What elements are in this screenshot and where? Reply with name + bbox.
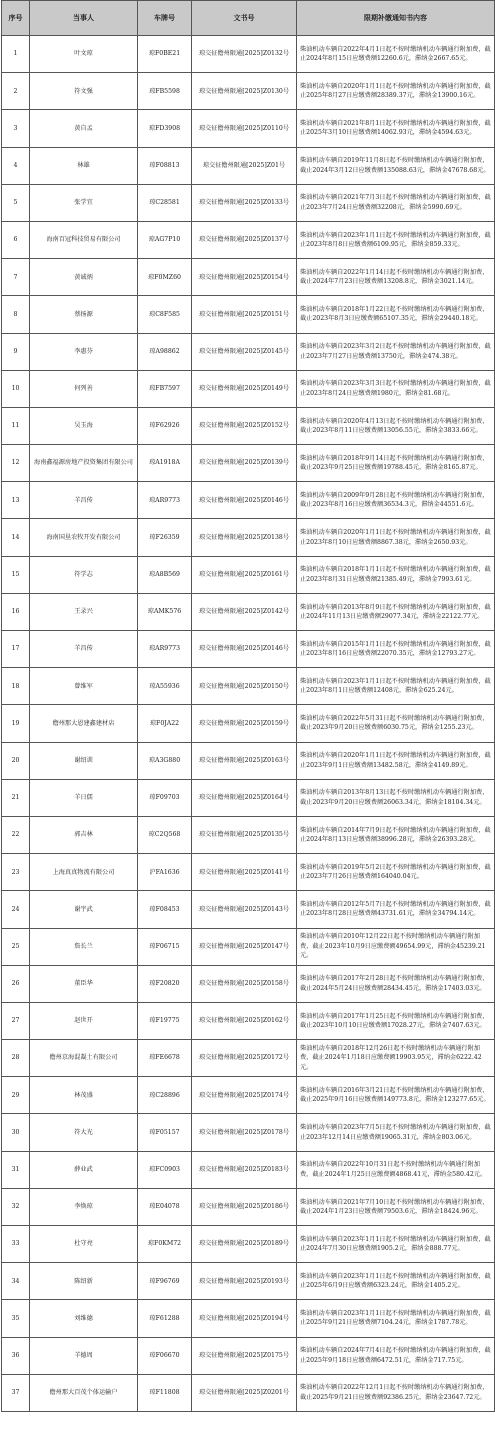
table-row <box>2 965 495 1002</box>
cell-content: 柴油机动车辆自2023年1月1日起不按时缴纳机动车辆通行附加费，截止2023年8月1日应缴费额12408元，滞纳金625.24元。 <box>297 668 495 705</box>
cell-doc-no: 琼交征儋州限通[2025]Z0143号 <box>192 891 297 928</box>
table-row <box>2 147 495 184</box>
cell-index: 27 <box>2 1002 30 1039</box>
cell-index: 31 <box>2 1151 30 1188</box>
cell-party: 符大光 <box>30 1114 138 1151</box>
cell-plate: 琼F0KM72 <box>138 1226 192 1263</box>
table-row <box>2 816 495 853</box>
cell-index: 33 <box>2 1226 30 1263</box>
cell-doc-no: 琼交征儋州限通[2025]Z0146号 <box>192 482 297 519</box>
cell-plate: 琼FE6678 <box>138 1040 192 1077</box>
table-row <box>2 296 495 333</box>
cell-plate: 琼FC0903 <box>138 1151 192 1188</box>
cell-index: 3 <box>2 110 30 147</box>
cell-content: 柴油机动车辆自2019年11月8日起不按时缴纳机动车辆通行附加费，截止2024年3月12日应缴费额135088.63元，滞纳金47678.68元。 <box>297 147 495 184</box>
table-row <box>2 110 495 147</box>
header-plate: 车牌号 <box>138 1 192 36</box>
cell-index: 1 <box>2 36 30 73</box>
cell-index: 32 <box>2 1188 30 1225</box>
table-row <box>2 1002 495 1039</box>
cell-index: 13 <box>2 482 30 519</box>
cell-index: 15 <box>2 556 30 593</box>
cell-party: 林雄 <box>30 147 138 184</box>
table-row <box>2 742 495 779</box>
cell-content: 柴油机动车辆自2010年12月22日起不按时缴纳机动车辆通行附加费，截止2023年10月9日应缴费额49654.99元，滞纳金45239.21元。 <box>297 928 495 965</box>
cell-party: 陈绍新 <box>30 1263 138 1300</box>
cell-index: 36 <box>2 1337 30 1374</box>
cell-content: 柴油机动车辆自2021年7月10日起不按时缴纳机动车辆通行附加费，截止2024年1月23日应缴费额79503.6元，滞纳金18424.96元。 <box>297 1188 495 1225</box>
cell-index: 22 <box>2 816 30 853</box>
cell-index: 7 <box>2 259 30 296</box>
table-row <box>2 1374 495 1411</box>
cell-plate: 琼F11808 <box>138 1374 192 1411</box>
cell-content: 柴油机动车辆自2018年1月1日起不按时缴纳机动车辆通行附加费，截止2023年8月31日应缴费额21385.49元，滞纳金7993.61元。 <box>297 556 495 593</box>
cell-index: 4 <box>2 147 30 184</box>
cell-doc-no: 琼交征儋州限通[2025]Z0186号 <box>192 1188 297 1225</box>
cell-plate: 琼A98862 <box>138 333 192 370</box>
cell-doc-no: 琼交征儋州限通[2025]Z0147号 <box>192 928 297 965</box>
table-row <box>2 779 495 816</box>
cell-content: 柴油机动车辆自2015年1月1日起不按时缴纳机动车辆通行附加费，截止2023年8月16日应缴费额22070.35元，滞纳金12793.27元。 <box>297 631 495 668</box>
cell-doc-no: 琼交征儋州限通[2025]Z0139号 <box>192 445 297 482</box>
cell-plate: 琼C2Q568 <box>138 816 192 853</box>
table-row <box>2 221 495 258</box>
cell-content: 柴油机动车辆自2020年1月1日起不按时缴纳机动车辆通行附加费，截止2023年8月10日应缴费额8867.38元，滞纳金2650.93元。 <box>297 519 495 556</box>
cell-plate: 琼F06715 <box>138 928 192 965</box>
cell-content: 柴油机动车辆自2014年7月9日起不按时缴纳机动车辆通行附加费，截止2024年8月13日应缴费额38996.28元，滞纳金26393.28元。 <box>297 816 495 853</box>
table-row <box>2 556 495 593</box>
cell-party: 儋州那大百茂个体运输户 <box>30 1374 138 1411</box>
cell-plate: 琼F05157 <box>138 1114 192 1151</box>
cell-party: 儋州那大恩建鑫建材店 <box>30 705 138 742</box>
cell-content: 柴油机动车辆自2023年1月1日起不按时缴纳机动车辆通行附加费，截止2024年7月30日应缴费额1905.2元，滞纳金888.77元。 <box>297 1226 495 1263</box>
cell-content: 柴油机动车辆自2023年1月1日起不按时缴纳机动车辆通行附加费，截止2025年6月9日应缴费额6323.24元，滞纳金1405.2元。 <box>297 1263 495 1300</box>
cell-doc-no: 琼交征儋州限通[2025]Z0175号 <box>192 1337 297 1374</box>
cell-party: 叶文琼 <box>30 36 138 73</box>
cell-index: 9 <box>2 333 30 370</box>
cell-party: 符学志 <box>30 556 138 593</box>
cell-party: 羊日儒 <box>30 779 138 816</box>
cell-doc-no: 琼交征儋州限通[2025]Z0146号 <box>192 631 297 668</box>
cell-content: 柴油机动车辆自2018年9月14日起不按时缴纳机动车辆通行附加费，截止2023年9月25日应缴费额19788.45元，滞纳金8165.87元。 <box>297 445 495 482</box>
cell-content: 柴油机动车辆自2020年1月1日起不按时缴纳机动车辆通行附加费，截止2025年8月27日应缴费额28389.37元，滞纳金13900.16元。 <box>297 73 495 110</box>
table-row <box>2 519 495 556</box>
cell-party: 海南百冠科技贸易有限公司 <box>30 221 138 258</box>
cell-party: 赵世开 <box>30 1002 138 1039</box>
cell-plate: 琼A8B569 <box>138 556 192 593</box>
cell-plate: 琼F61288 <box>138 1300 192 1337</box>
cell-doc-no: 琼交征儋州限通[2025]Z0174号 <box>192 1077 297 1114</box>
cell-doc-no: 琼交征儋州限通[2025]Z0138号 <box>192 519 297 556</box>
table-row <box>2 1040 495 1077</box>
cell-doc-no: 琼交征儋州限通[2025]Z0130号 <box>192 73 297 110</box>
cell-plate: 琼F0BE21 <box>138 36 192 73</box>
cell-index: 5 <box>2 184 30 221</box>
cell-plate: 琼A3G880 <box>138 742 192 779</box>
cell-content: 柴油机动车辆自2016年3月21日起不按时缴纳机动车辆通行附加费，截止2025年9月16日应缴费额149773.8元，滞纳金123277.65元。 <box>297 1077 495 1114</box>
cell-content: 柴油机动车辆自2013年8月9日起不按时缴纳机动车辆通行附加费，截止2024年11月13日应缴费额29077.34元，滞纳金22122.77元。 <box>297 593 495 630</box>
cell-doc-no: 琼交征儋州限通[2025]Z0142号 <box>192 593 297 630</box>
cell-plate: 琼AR9773 <box>138 631 192 668</box>
table-row <box>2 1114 495 1151</box>
cell-doc-no: 琼交征儋州限通[2025]Z0145号 <box>192 333 297 370</box>
cell-doc-no: 琼交征儋州限通[2025]Z0135号 <box>192 816 297 853</box>
cell-plate: 琼FB7597 <box>138 370 192 407</box>
cell-content: 柴油机动车辆自2023年3月2日起不按时缴纳机动车辆通行附加费，截止2023年7月27日应缴费额13750元，滞纳金474.38元。 <box>297 333 495 370</box>
cell-content: 柴油机动车辆自2009年9月28日起不按时缴纳机动车辆通行附加费，截止2023年8月16日应缴费额36534.3元，滞纳金44551.6元。 <box>297 482 495 519</box>
table-row <box>2 1077 495 1114</box>
cell-doc-no: 琼交征儋州限通[2025]Z0137号 <box>192 221 297 258</box>
cell-index: 17 <box>2 631 30 668</box>
cell-plate: 琼A55936 <box>138 668 192 705</box>
cell-doc-no: 琼交征儋州限通[2025]Z0178号 <box>192 1114 297 1151</box>
cell-party: 海南鑫福源房地产投资集团有限公司 <box>30 445 138 482</box>
cell-index: 18 <box>2 668 30 705</box>
table-row <box>2 1263 495 1300</box>
cell-content: 柴油机动车辆自2023年1月1日起不按时缴纳机动车辆通行附加费，截止2023年8月8日应缴费额6109.95元，滞纳金859.33元。 <box>297 221 495 258</box>
cell-content: 柴油机动车辆自2022年5月31日起不按时缴纳机动车辆通行附加费，截止2023年9月20日应缴费额6030.75元，滞纳金1255.23元。 <box>297 705 495 742</box>
cell-doc-no: 琼交征儋州限通[2025]Z0163号 <box>192 742 297 779</box>
table-row <box>2 482 495 519</box>
cell-content: 柴油机动车辆自2024年7月4日起不按时缴纳机动车辆通行附加费，截止2025年9月18日应缴费额6472.51元，滞纳金717.75元。 <box>297 1337 495 1374</box>
header-index: 序号 <box>2 1 30 36</box>
cell-doc-no: 琼交征儋州限通[2025]Z0110号 <box>192 110 297 147</box>
cell-doc-no: 琼交征儋州限通[2025]Z0159号 <box>192 705 297 742</box>
cell-party: 吴玉海 <box>30 407 138 444</box>
cell-index: 2 <box>2 73 30 110</box>
cell-index: 34 <box>2 1263 30 1300</box>
cell-content: 柴油机动车辆自2020年4月13日起不按时缴纳机动车辆通行附加费，截止2023年8月11日应缴费额13056.55元，滞纳金3833.66元。 <box>297 407 495 444</box>
cell-plate: 琼F62926 <box>138 407 192 444</box>
cell-party: 黄诚炳 <box>30 259 138 296</box>
table-row <box>2 445 495 482</box>
cell-plate: 琼F0JA22 <box>138 705 192 742</box>
cell-index: 26 <box>2 965 30 1002</box>
cell-party: 海南国垦农牧开发有限公司 <box>30 519 138 556</box>
cell-index: 30 <box>2 1114 30 1151</box>
cell-plate: 琼AMK576 <box>138 593 192 630</box>
cell-doc-no: 琼交征儋州限通[2025]Z0141号 <box>192 854 297 891</box>
cell-content: 柴油机动车辆自2022年1月14日起不按时缴纳机动车辆通行附加费，截止2024年7月23日应缴费额13208.8元，滞纳金3021.14元。 <box>297 259 495 296</box>
cell-plate: 琼F96769 <box>138 1263 192 1300</box>
cell-index: 8 <box>2 296 30 333</box>
table-row <box>2 631 495 668</box>
notice-table <box>1 0 495 1412</box>
table-body <box>2 36 495 1412</box>
cell-index: 6 <box>2 221 30 258</box>
cell-plate: 琼C28581 <box>138 184 192 221</box>
table-row <box>2 593 495 630</box>
header-row <box>2 1 495 36</box>
cell-content: 柴油机动车辆自2022年10月31日起不按时缴纳机动车辆通行附加费，截止2024年1月25日应缴费额4868.41元，滞纳金580.42元。 <box>297 1151 495 1188</box>
cell-party: 林茂盛 <box>30 1077 138 1114</box>
cell-party: 符文强 <box>30 73 138 110</box>
cell-plate: 琼F08453 <box>138 891 192 928</box>
cell-content: 柴油机动车辆自2021年8月1日起不按时缴纳机动车辆通行附加费，截止2025年3月10日应缴费额14062.93元，滞纳金4594.63元。 <box>297 110 495 147</box>
cell-party: 谢绍训 <box>30 742 138 779</box>
cell-party: 郭吉林 <box>30 816 138 853</box>
cell-index: 28 <box>2 1040 30 1077</box>
cell-doc-no: 琼交征儋州限通[2025]Z0154号 <box>192 259 297 296</box>
cell-party: 杜守亮 <box>30 1226 138 1263</box>
cell-plate: 琼F0MZ60 <box>138 259 192 296</box>
table-row <box>2 668 495 705</box>
cell-index: 14 <box>2 519 30 556</box>
table-row <box>2 370 495 407</box>
cell-party: 李惠芬 <box>30 333 138 370</box>
cell-doc-no: 琼交征儋州限通[2025]Z0162号 <box>192 1002 297 1039</box>
cell-index: 19 <box>2 705 30 742</box>
table-row <box>2 928 495 965</box>
cell-content: 柴油机动车辆自2012年5月7日起不按时缴纳机动车辆通行附加费，截止2023年8月28日应缴费额43731.61元，滞纳金34794.14元。 <box>297 891 495 928</box>
cell-plate: 琼AR9773 <box>138 482 192 519</box>
cell-plate: 琼F06670 <box>138 1337 192 1374</box>
cell-index: 37 <box>2 1374 30 1411</box>
table-row <box>2 854 495 891</box>
cell-index: 20 <box>2 742 30 779</box>
cell-party: 上海真真物流有限公司 <box>30 854 138 891</box>
cell-plate: 琼C28896 <box>138 1077 192 1114</box>
cell-doc-no: 琼交征儋州限通[2025]Z0161号 <box>192 556 297 593</box>
cell-content: 柴油机动车辆自2021年7月3日起不按时缴纳机动车辆通行附加费，截止2023年7月24日应缴费额32208元，滞纳金5990.69元。 <box>297 184 495 221</box>
table-row <box>2 407 495 444</box>
cell-doc-no: 琼交征儋州限通[2025]Z0149号 <box>192 370 297 407</box>
cell-content: 柴油机动车辆自2023年1月1日起不按时缴纳机动车辆通行附加费，截止2025年9月21日应缴费额7104.24元，滞纳金1787.78元。 <box>297 1300 495 1337</box>
cell-party: 羊德周 <box>30 1337 138 1374</box>
cell-plate: 琼FD3908 <box>138 110 192 147</box>
cell-doc-no: 琼交征儋州限通[2025]Z0189号 <box>192 1226 297 1263</box>
cell-index: 29 <box>2 1077 30 1114</box>
cell-doc-no: 琼交征儋州限通[2025]Z0193号 <box>192 1263 297 1300</box>
cell-plate: 琼F19775 <box>138 1002 192 1039</box>
cell-content: 柴油机动车辆自2017年1月25日起不按时缴纳机动车辆通行附加费，截止2023年10月10日应缴费额17028.27元，滞纳金7407.63元。 <box>297 1002 495 1039</box>
cell-party: 谢宇武 <box>30 891 138 928</box>
cell-doc-no: 琼交征儋州限通[2025]Z0151号 <box>192 296 297 333</box>
table-row <box>2 73 495 110</box>
table-row <box>2 891 495 928</box>
cell-index: 16 <box>2 593 30 630</box>
cell-plate: 琼A1918A <box>138 445 192 482</box>
cell-plate: 琼F26359 <box>138 519 192 556</box>
table-row <box>2 1300 495 1337</box>
cell-party: 詹长兰 <box>30 928 138 965</box>
cell-party: 薛业武 <box>30 1151 138 1188</box>
cell-plate: 沪FA1636 <box>138 854 192 891</box>
cell-doc-no: 琼交征儋州限通[2025]Z0201号 <box>192 1374 297 1411</box>
table-row <box>2 1151 495 1188</box>
cell-doc-no: 琼交征儋州限通[2025]Z0158号 <box>192 965 297 1002</box>
cell-plate: 琼F20820 <box>138 965 192 1002</box>
cell-index: 35 <box>2 1300 30 1337</box>
table-row <box>2 259 495 296</box>
cell-doc-no: 琼交征儋州限通[2025]Z01号 <box>192 147 297 184</box>
cell-content: 柴油机动车辆自2018年12月26日起不按时缴纳机动车辆通行附加费，截止2024年1月18日应缴费额19903.95元，滞纳金6222.42元。 <box>297 1040 495 1077</box>
cell-party: 何列善 <box>30 370 138 407</box>
cell-content: 柴油机动车辆自2022年12月1日起不按时缴纳机动车辆通行附加费，截止2025年9月21日应缴费额92386.25元，滞纳金23647.72元。 <box>297 1374 495 1411</box>
cell-content: 柴油机动车辆自2019年5月2日起不按时缴纳机动车辆通行附加费，截止2023年7月26日应缴费额164040.04元。 <box>297 854 495 891</box>
table-row <box>2 1188 495 1225</box>
cell-plate: 琼AG7P10 <box>138 221 192 258</box>
cell-doc-no: 琼交征儋州限通[2025]Z0183号 <box>192 1151 297 1188</box>
cell-plate: 琼C8F585 <box>138 296 192 333</box>
cell-doc-no: 琼交征儋州限通[2025]Z0152号 <box>192 407 297 444</box>
cell-index: 23 <box>2 854 30 891</box>
cell-doc-no: 琼交征儋州限通[2025]Z0164号 <box>192 779 297 816</box>
cell-index: 12 <box>2 445 30 482</box>
cell-doc-no: 琼交征儋州限通[2025]Z0150号 <box>192 668 297 705</box>
cell-party: 张学宜 <box>30 184 138 221</box>
cell-party: 黄自孟 <box>30 110 138 147</box>
table-row <box>2 184 495 221</box>
cell-party: 刘维德 <box>30 1300 138 1337</box>
cell-index: 24 <box>2 891 30 928</box>
cell-content: 柴油机动车辆自2023年7月5日起不按时缴纳机动车辆通行附加费，截止2023年12月14日应缴费额19065.31元，滞纳金803.06元。 <box>297 1114 495 1151</box>
cell-plate: 琼F08813 <box>138 147 192 184</box>
cell-plate: 琼E04078 <box>138 1188 192 1225</box>
cell-content: 柴油机动车辆自2020年1月1日起不按时缴纳机动车辆通行附加费，截止2023年9月1日应缴费额13482.58元，滞纳金4149.89元。 <box>297 742 495 779</box>
cell-party: 王录兴 <box>30 593 138 630</box>
cell-doc-no: 琼交征儋州限通[2025]Z0172号 <box>192 1040 297 1077</box>
table-header <box>2 1 495 36</box>
cell-doc-no: 琼交征儋州限通[2025]Z0132号 <box>192 36 297 73</box>
cell-content: 柴油机动车辆自2013年8月13日起不按时缴纳机动车辆通行附加费，截止2023年9月20日应缴费额26063.34元，滞纳金18104.34元。 <box>297 779 495 816</box>
cell-index: 11 <box>2 407 30 444</box>
header-content: 限期补缴通知书内容 <box>297 1 495 36</box>
cell-content: 柴油机动车辆自2023年3月3日起不按时缴纳机动车辆通行附加费，截止2023年8月24日应缴费额1980元，滞纳金81.68元。 <box>297 370 495 407</box>
table-row <box>2 705 495 742</box>
cell-index: 25 <box>2 928 30 965</box>
table-row <box>2 36 495 73</box>
cell-index: 10 <box>2 370 30 407</box>
cell-party: 董臣华 <box>30 965 138 1002</box>
cell-content: 柴油机动车辆自2017年2月28日起不按时缴纳机动车辆通行附加费，截止2024年5月24日应缴费额28434.45元，滞纳金17403.03元。 <box>297 965 495 1002</box>
cell-plate: 琼F09703 <box>138 779 192 816</box>
cell-content: 柴油机动车辆自2018年1月22日起不按时缴纳机动车辆通行附加费，截止2023年8月3日应缴费额65107.35元，滞纳金29440.18元。 <box>297 296 495 333</box>
cell-party: 蔡扬源 <box>30 296 138 333</box>
cell-party: 李焕琼 <box>30 1188 138 1225</box>
header-party: 当事人 <box>30 1 138 36</box>
cell-doc-no: 琼交征儋州限通[2025]Z0133号 <box>192 184 297 221</box>
cell-party: 羊昌传 <box>30 631 138 668</box>
cell-party: 儋州京海混凝土有限公司 <box>30 1040 138 1077</box>
table-row <box>2 1226 495 1263</box>
cell-party: 羊昌传 <box>30 482 138 519</box>
cell-plate: 琼FB5598 <box>138 73 192 110</box>
table-row <box>2 1337 495 1374</box>
cell-index: 21 <box>2 779 30 816</box>
cell-party: 曾维军 <box>30 668 138 705</box>
table-row <box>2 333 495 370</box>
header-doc-no: 文书号 <box>192 1 297 36</box>
cell-content: 柴油机动车辆自2022年4月1日起不按时缴纳机动车辆通行附加费，截止2024年8月15日应缴费额12260.6元，滞纳金2667.65元。 <box>297 36 495 73</box>
cell-doc-no: 琼交征儋州限通[2025]Z0194号 <box>192 1300 297 1337</box>
